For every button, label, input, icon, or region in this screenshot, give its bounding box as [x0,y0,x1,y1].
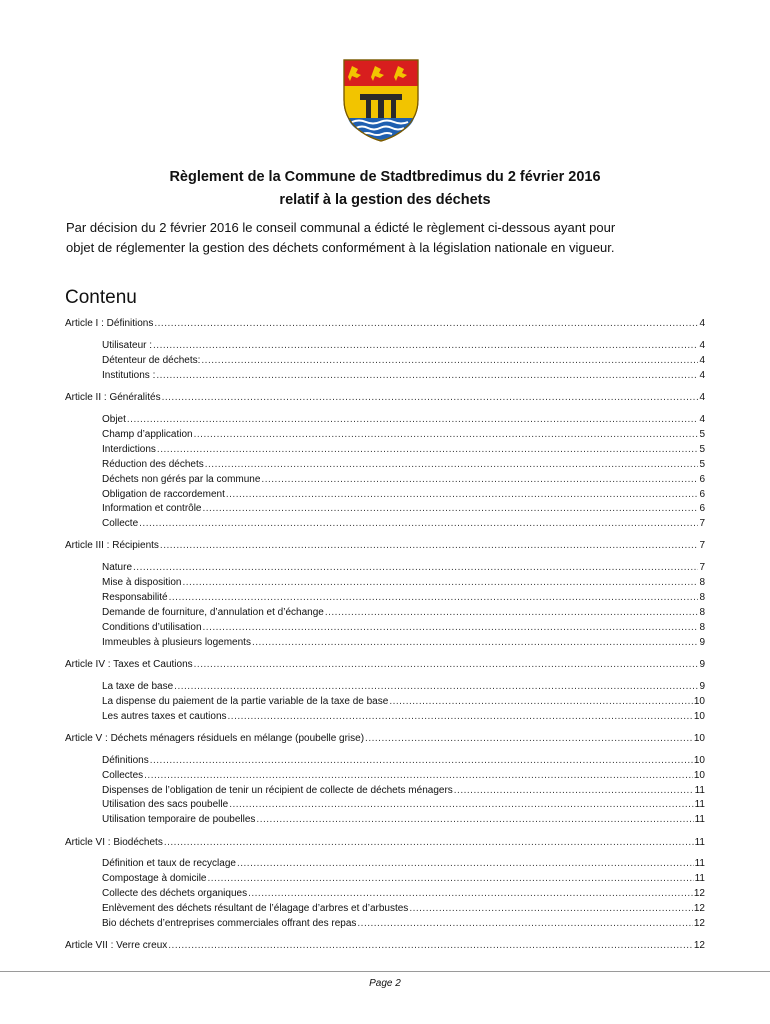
toc-article-entry[interactable] [65,836,705,849]
toc-entry-label: Utilisateur : [102,340,153,351]
toc-subentry[interactable] [102,784,705,797]
toc-subentry[interactable] [102,636,705,649]
toc-heading: Contenu [65,287,137,308]
toc-dot-leader [144,769,693,782]
toc-entry-label: Collectes [102,770,144,781]
toc-dot-leader [229,798,693,811]
toc-subentry[interactable] [102,754,705,767]
toc-entry-page: 11 [694,858,705,869]
toc-dot-leader [154,317,698,330]
toc-dot-leader [389,695,693,708]
toc-entry-label: Nature [102,562,133,573]
toc-dot-leader [157,443,699,456]
toc-entry-label: Information et contrôle [102,503,202,514]
toc-dot-leader [203,502,699,515]
toc-entry-page: 5 [699,429,705,440]
toc-entry-page: 8 [699,622,705,633]
toc-entry-label: Demande de fourniture, d’annulation et d’échange [102,607,324,618]
toc-entry-page: 9 [699,681,705,692]
toc-entry-page: 5 [699,444,705,455]
coat-of-arms-logo [342,58,420,142]
toc-dot-leader [325,606,699,619]
toc-entry-label: Bio déchets d’entreprises commerciales offrant des repas [102,918,357,929]
toc-dot-leader [409,902,693,915]
toc-dot-leader [164,836,694,849]
toc-entry-label: Collecte des déchets organiques [102,888,248,899]
toc-subentry[interactable] [102,798,705,811]
toc-entry-page: 8 [699,577,705,588]
toc-entry-label: La taxe de base [102,681,174,692]
toc-dot-leader [248,887,693,900]
toc-entry-label: Déchets non gérés par la commune [102,474,261,485]
toc-entry-label: Immeubles à plusieurs logements [102,637,251,648]
toc-dot-leader [365,732,693,745]
toc-subentry[interactable] [102,606,705,619]
toc-subentry[interactable] [102,769,705,782]
toc-entry-label: Mise à disposition [102,577,182,588]
toc-entry-page: 12 [693,903,705,914]
toc-entry-page: 7 [699,540,705,551]
toc-entry-label: Obligation de raccordement [102,489,225,500]
toc-entry-label: Champ d’application [102,429,193,440]
toc-entry-label: Enlèvement des déchets résultant de l’élagage d’arbres et d’arbustes [102,903,409,914]
toc-entry-page: 4 [699,392,705,403]
toc-entry-label: Article I : Définitions [65,318,154,329]
toc-entry-page: 11 [694,799,705,810]
toc-dot-leader [150,754,693,767]
toc-entry-label: Utilisation des sacs poubelle [102,799,229,810]
toc-entry-page: 12 [693,940,705,951]
toc-subentry[interactable] [102,902,705,915]
toc-dot-leader [139,517,698,530]
toc-entry-label: Article IV : Taxes et Cautions [65,659,193,670]
toc-entry-page: 4 [699,318,705,329]
toc-entry-page: 4 [699,370,705,381]
toc-entry-label: Interdictions [102,444,156,455]
toc-article-entry[interactable] [65,539,705,552]
document-title-line-1: Règlement de la Commune de Stadtbredimus du 2 février 2016 [169,169,601,185]
toc-entry-label: Responsabilité [102,592,168,603]
toc-entry-page: 4 [699,414,705,425]
toc-dot-leader [194,658,699,671]
toc-entry-label: Article VII : Verre creux [65,940,168,951]
toc-dot-leader [194,428,699,441]
toc-entry-label: Collecte [102,518,139,529]
toc-dot-leader [169,591,699,604]
toc-dot-leader [228,710,693,723]
footer-divider [0,971,770,972]
toc-entry-page: 5 [699,459,705,470]
toc-article-entry[interactable] [65,732,705,745]
toc-entry-page: 9 [699,637,705,648]
intro-line-2: objet de réglementer la gestion des déchets conformément à la législation nationale en vigueur. [66,239,615,255]
toc-subentry[interactable] [102,857,705,870]
document-title-line-2: relatif à la gestion des déchets [279,192,491,208]
toc-subentry[interactable] [102,887,705,900]
toc-entry-label: Article III : Récipients [65,540,159,551]
toc-dot-leader [127,413,699,426]
toc-subentry[interactable] [102,695,705,708]
toc-entry-page: 6 [699,474,705,485]
toc-entry-label: Article V : Déchets ménagers résiduels en mélange (poubelle grise) [65,733,365,744]
toc-subentry[interactable] [102,354,705,367]
toc-entry-label: Article VI : Biodéchets [65,837,163,848]
toc-entry-page: 11 [694,873,705,884]
toc-subentry[interactable] [102,680,705,693]
toc-entry-page: 11 [694,785,705,796]
toc-entry-label: Utilisation temporaire de poubelles [102,814,256,825]
toc-entry-page: 8 [699,607,705,618]
toc-subentry[interactable] [102,473,705,486]
page-number: Page 2 [369,978,401,989]
toc-entry-label: Définition et taux de recyclage [102,858,236,869]
toc-entry-page: 7 [699,518,705,529]
toc-subentry[interactable] [102,917,705,930]
toc-dot-leader [256,813,693,826]
toc-subentry[interactable] [102,502,705,515]
toc-dot-leader [208,872,694,885]
toc-subentry[interactable] [102,458,705,471]
toc-dot-leader [160,539,699,552]
toc-article-entry[interactable] [65,391,705,404]
toc-article-entry[interactable] [65,317,705,330]
toc-entry-page: 12 [693,918,705,929]
toc-entry-label: Article II : Généralités [65,392,161,403]
toc-dot-leader [201,354,698,367]
toc-subentry[interactable] [102,872,705,885]
toc-dot-leader [454,784,694,797]
toc-subentry[interactable] [102,621,705,634]
toc-article-entry[interactable] [65,939,705,952]
toc-entry-page: 8 [699,592,705,603]
toc-entry-label: La dispense du paiement de la partie variable de la taxe de base [102,696,389,707]
toc-article-entry[interactable] [65,658,705,671]
toc-dot-leader [168,939,693,952]
toc-entry-page: 7 [699,562,705,573]
toc-dot-leader [226,488,699,501]
toc-dot-leader [237,857,694,870]
toc-subentry[interactable] [102,710,705,723]
toc-dot-leader [174,680,698,693]
toc-subentry[interactable] [102,428,705,441]
toc-dot-leader [252,636,698,649]
toc-entry-label: Objet [102,414,126,425]
toc-entry-page: 10 [693,711,705,722]
toc-entry-label: Détenteur de déchets: [102,355,201,366]
toc-dot-leader [153,339,698,352]
toc-subentry[interactable] [102,339,705,352]
intro-line-1: Par décision du 2 février 2016 le conseil communal a édicté le règlement ci-dessous ayant pour [66,220,616,235]
toc-subentry[interactable] [102,576,705,589]
toc-subentry[interactable] [102,517,705,530]
toc-subentry[interactable] [102,591,705,604]
intro-paragraph [66,218,706,257]
toc-entry-label: Les autres taxes et cautions [102,711,227,722]
toc-entry-label: Conditions d’utilisation [102,622,202,633]
toc-subentry[interactable] [102,561,705,574]
toc-dot-leader [203,621,699,634]
toc-entry-page: 10 [693,755,705,766]
toc-subentry[interactable] [102,443,705,456]
toc-dot-leader [205,458,699,471]
toc-entry-page: 12 [693,888,705,899]
toc-entry-label: Dispenses de l’obligation de tenir un récipient de collecte de déchets ménagers [102,785,453,796]
toc-entry-label: Institutions : [102,370,156,381]
toc-subentry[interactable] [102,413,705,426]
toc-entry-page: 11 [694,814,705,825]
toc-dot-leader [156,369,698,382]
toc-entry-page: 11 [694,837,705,848]
toc-subentry[interactable] [102,369,705,382]
toc-entry-label: Compostage à domicile [102,873,207,884]
toc-entry-label: Définitions [102,755,149,766]
toc-dot-leader [162,391,699,404]
toc-dot-leader [133,561,698,574]
toc-entry-page: 4 [699,340,705,351]
toc-entry-page: 10 [693,770,705,781]
toc-subentry[interactable] [102,813,705,826]
toc-dot-leader [357,917,692,930]
toc-dot-leader [261,473,698,486]
toc-entry-label: Réduction des déchets [102,459,204,470]
toc-dot-leader [182,576,698,589]
toc-entry-page: 10 [693,696,705,707]
toc-entry-page: 6 [699,503,705,514]
toc-subentry[interactable] [102,488,705,501]
toc-entry-page: 10 [693,733,705,744]
toc-entry-page: 4 [699,355,705,366]
toc-entry-page: 6 [699,489,705,500]
toc-entry-page: 9 [699,659,705,670]
